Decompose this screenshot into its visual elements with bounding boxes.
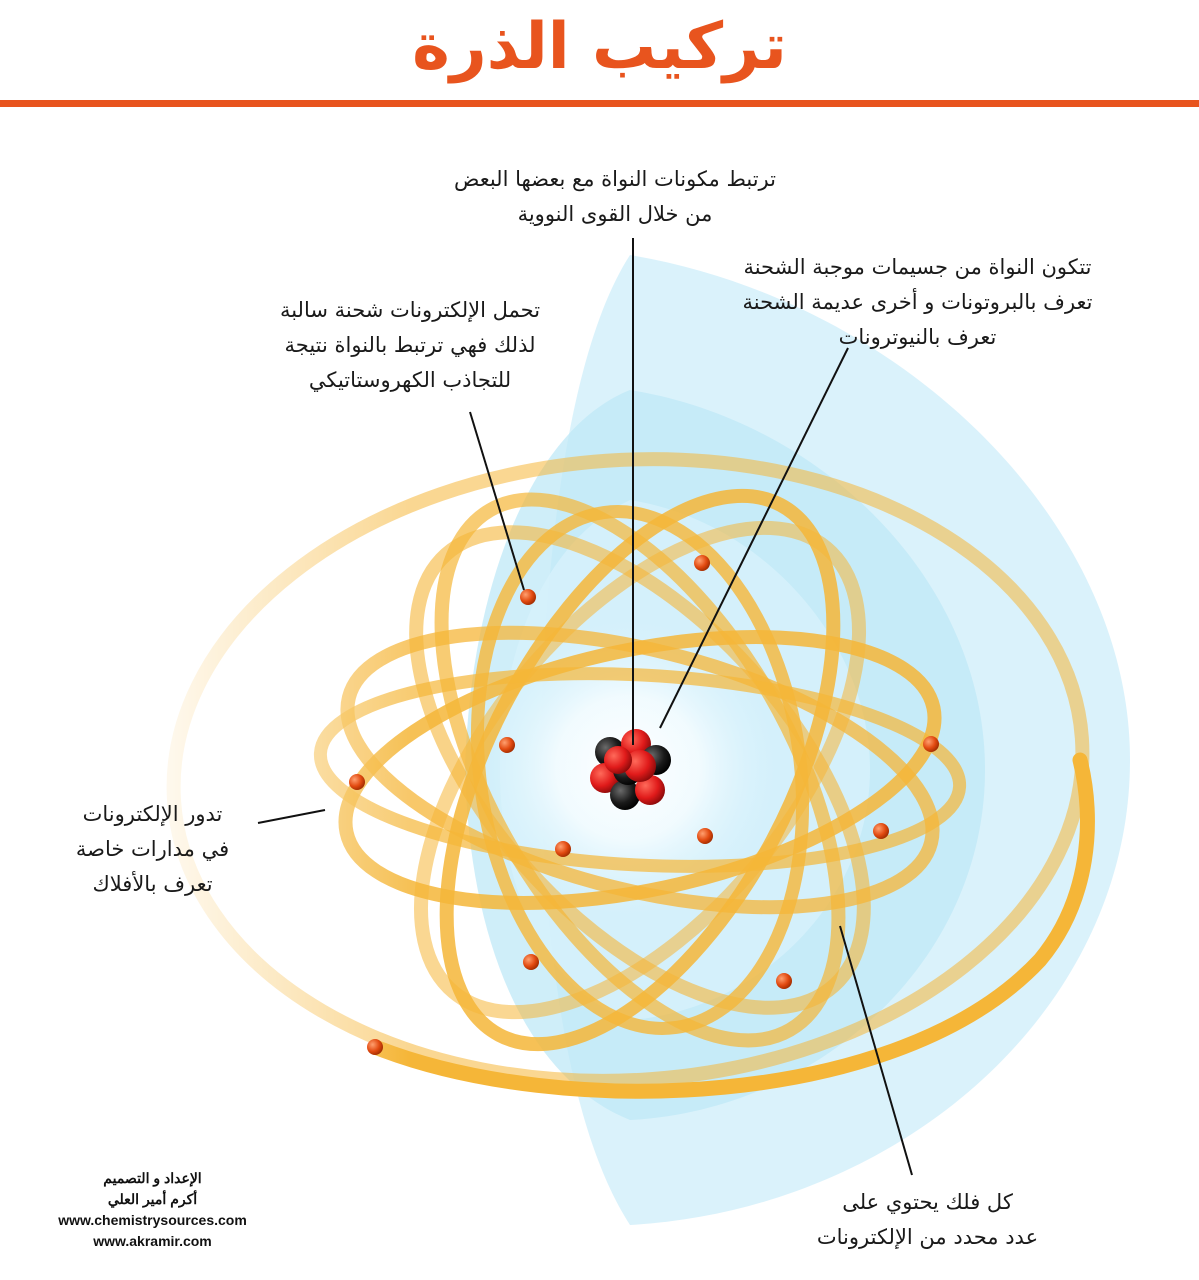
electron — [697, 828, 713, 844]
electron — [555, 841, 571, 857]
label-line: تدور الإلكترونات — [82, 802, 223, 826]
label-line: للتجاذب الكهروستاتيكي — [308, 368, 512, 392]
label-line: تتكون النواة من جسيمات موجبة الشحنة — [743, 255, 1092, 279]
electron — [499, 737, 515, 753]
electron — [523, 954, 539, 970]
left-fade — [150, 420, 410, 1120]
credits — [30, 1168, 275, 1252]
electron — [694, 555, 710, 571]
label-line: عدد محدد من الإلكترونات — [816, 1225, 1039, 1249]
label-shell-count — [790, 1185, 1065, 1255]
electron — [349, 774, 365, 790]
label-line: تحمل الإلكترونات شحنة سالبة — [279, 298, 541, 322]
label-line: من خلال القوى النووية — [517, 202, 713, 226]
electron — [520, 589, 536, 605]
credits-site-2: www.akramir.com — [93, 1233, 212, 1249]
proton — [604, 746, 632, 774]
credits-site-1: www.chemistrysources.com — [58, 1212, 247, 1228]
label-line: تعرف بالأفلاك — [92, 872, 213, 896]
label-nuclear-forces — [420, 162, 810, 232]
label-line: ترتبط مكونات النواة مع بعضها البعض — [453, 167, 776, 191]
electron — [776, 973, 792, 989]
label-line: في مدارات خاصة — [75, 837, 230, 861]
credits-role: الإعداد و التصميم — [103, 1170, 202, 1186]
label-line: تعرف بالنيوترونات — [838, 325, 997, 349]
label-line: تعرف بالبروتونات و أخرى عديمة الشحنة — [742, 290, 1093, 314]
page-title: تركيب الذرة — [412, 10, 787, 84]
label-nucleus — [715, 250, 1120, 355]
label-line: كل فلك يحتوي على — [842, 1190, 1013, 1214]
label-orbits — [55, 797, 250, 902]
electron — [367, 1039, 383, 1055]
electron — [873, 823, 889, 839]
label-electron-charge — [255, 293, 565, 398]
credits-author: أكرم أمير العلي — [107, 1191, 198, 1207]
electron — [923, 736, 939, 752]
label-line: لذلك فهي ترتبط بالنواة نتيجة — [284, 333, 536, 357]
